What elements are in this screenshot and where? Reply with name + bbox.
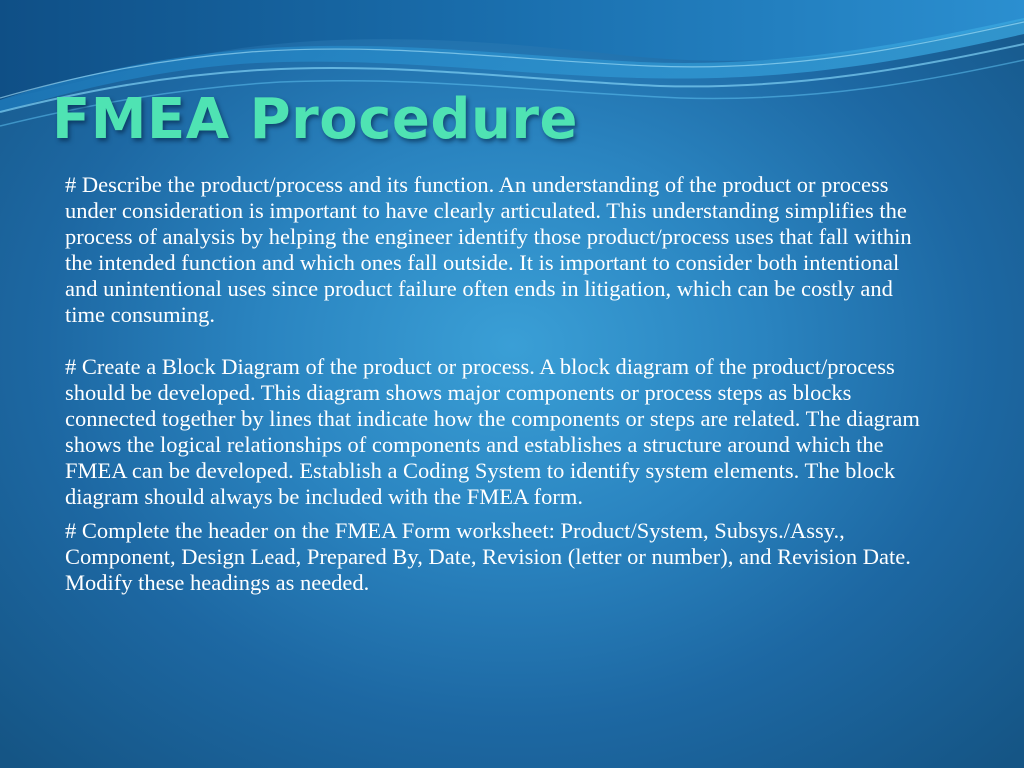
paragraph-describe-product: # Describe the product/process and its function. An understanding of the product or process under consideration is important to have clearly articulated. This understanding simplifies the process of analysis by helping the engineer identify those product/process uses that fall within the intended function and which ones fall outside. It is important to consider both intentional and unintentional uses since product failure often ends in litigation, which can be costly and time consuming. <box>65 172 912 327</box>
slide-body <box>65 172 925 596</box>
paragraph-complete-header: # Complete the header on the FMEA Form worksheet: Product/System, Subsys./Assy., Component, Design Lead, Prepared By, Date, Revision (letter or number), and Revision Date. Modify these headings as needed. <box>65 518 911 595</box>
paragraph-block-diagram: # Create a Block Diagram of the product or process. A block diagram of the product/process should be developed. This diagram shows major components or process steps as blocks connected together by lines that indicate how the components or steps are related. The diagram shows the logical relationships of components and establishes a structure around which the FMEA can be developed. Establish a Coding System to identify system elements. The block diagram should always be included with the FMEA form. <box>65 354 920 509</box>
slide-title: FMEA Procedure <box>52 87 578 152</box>
